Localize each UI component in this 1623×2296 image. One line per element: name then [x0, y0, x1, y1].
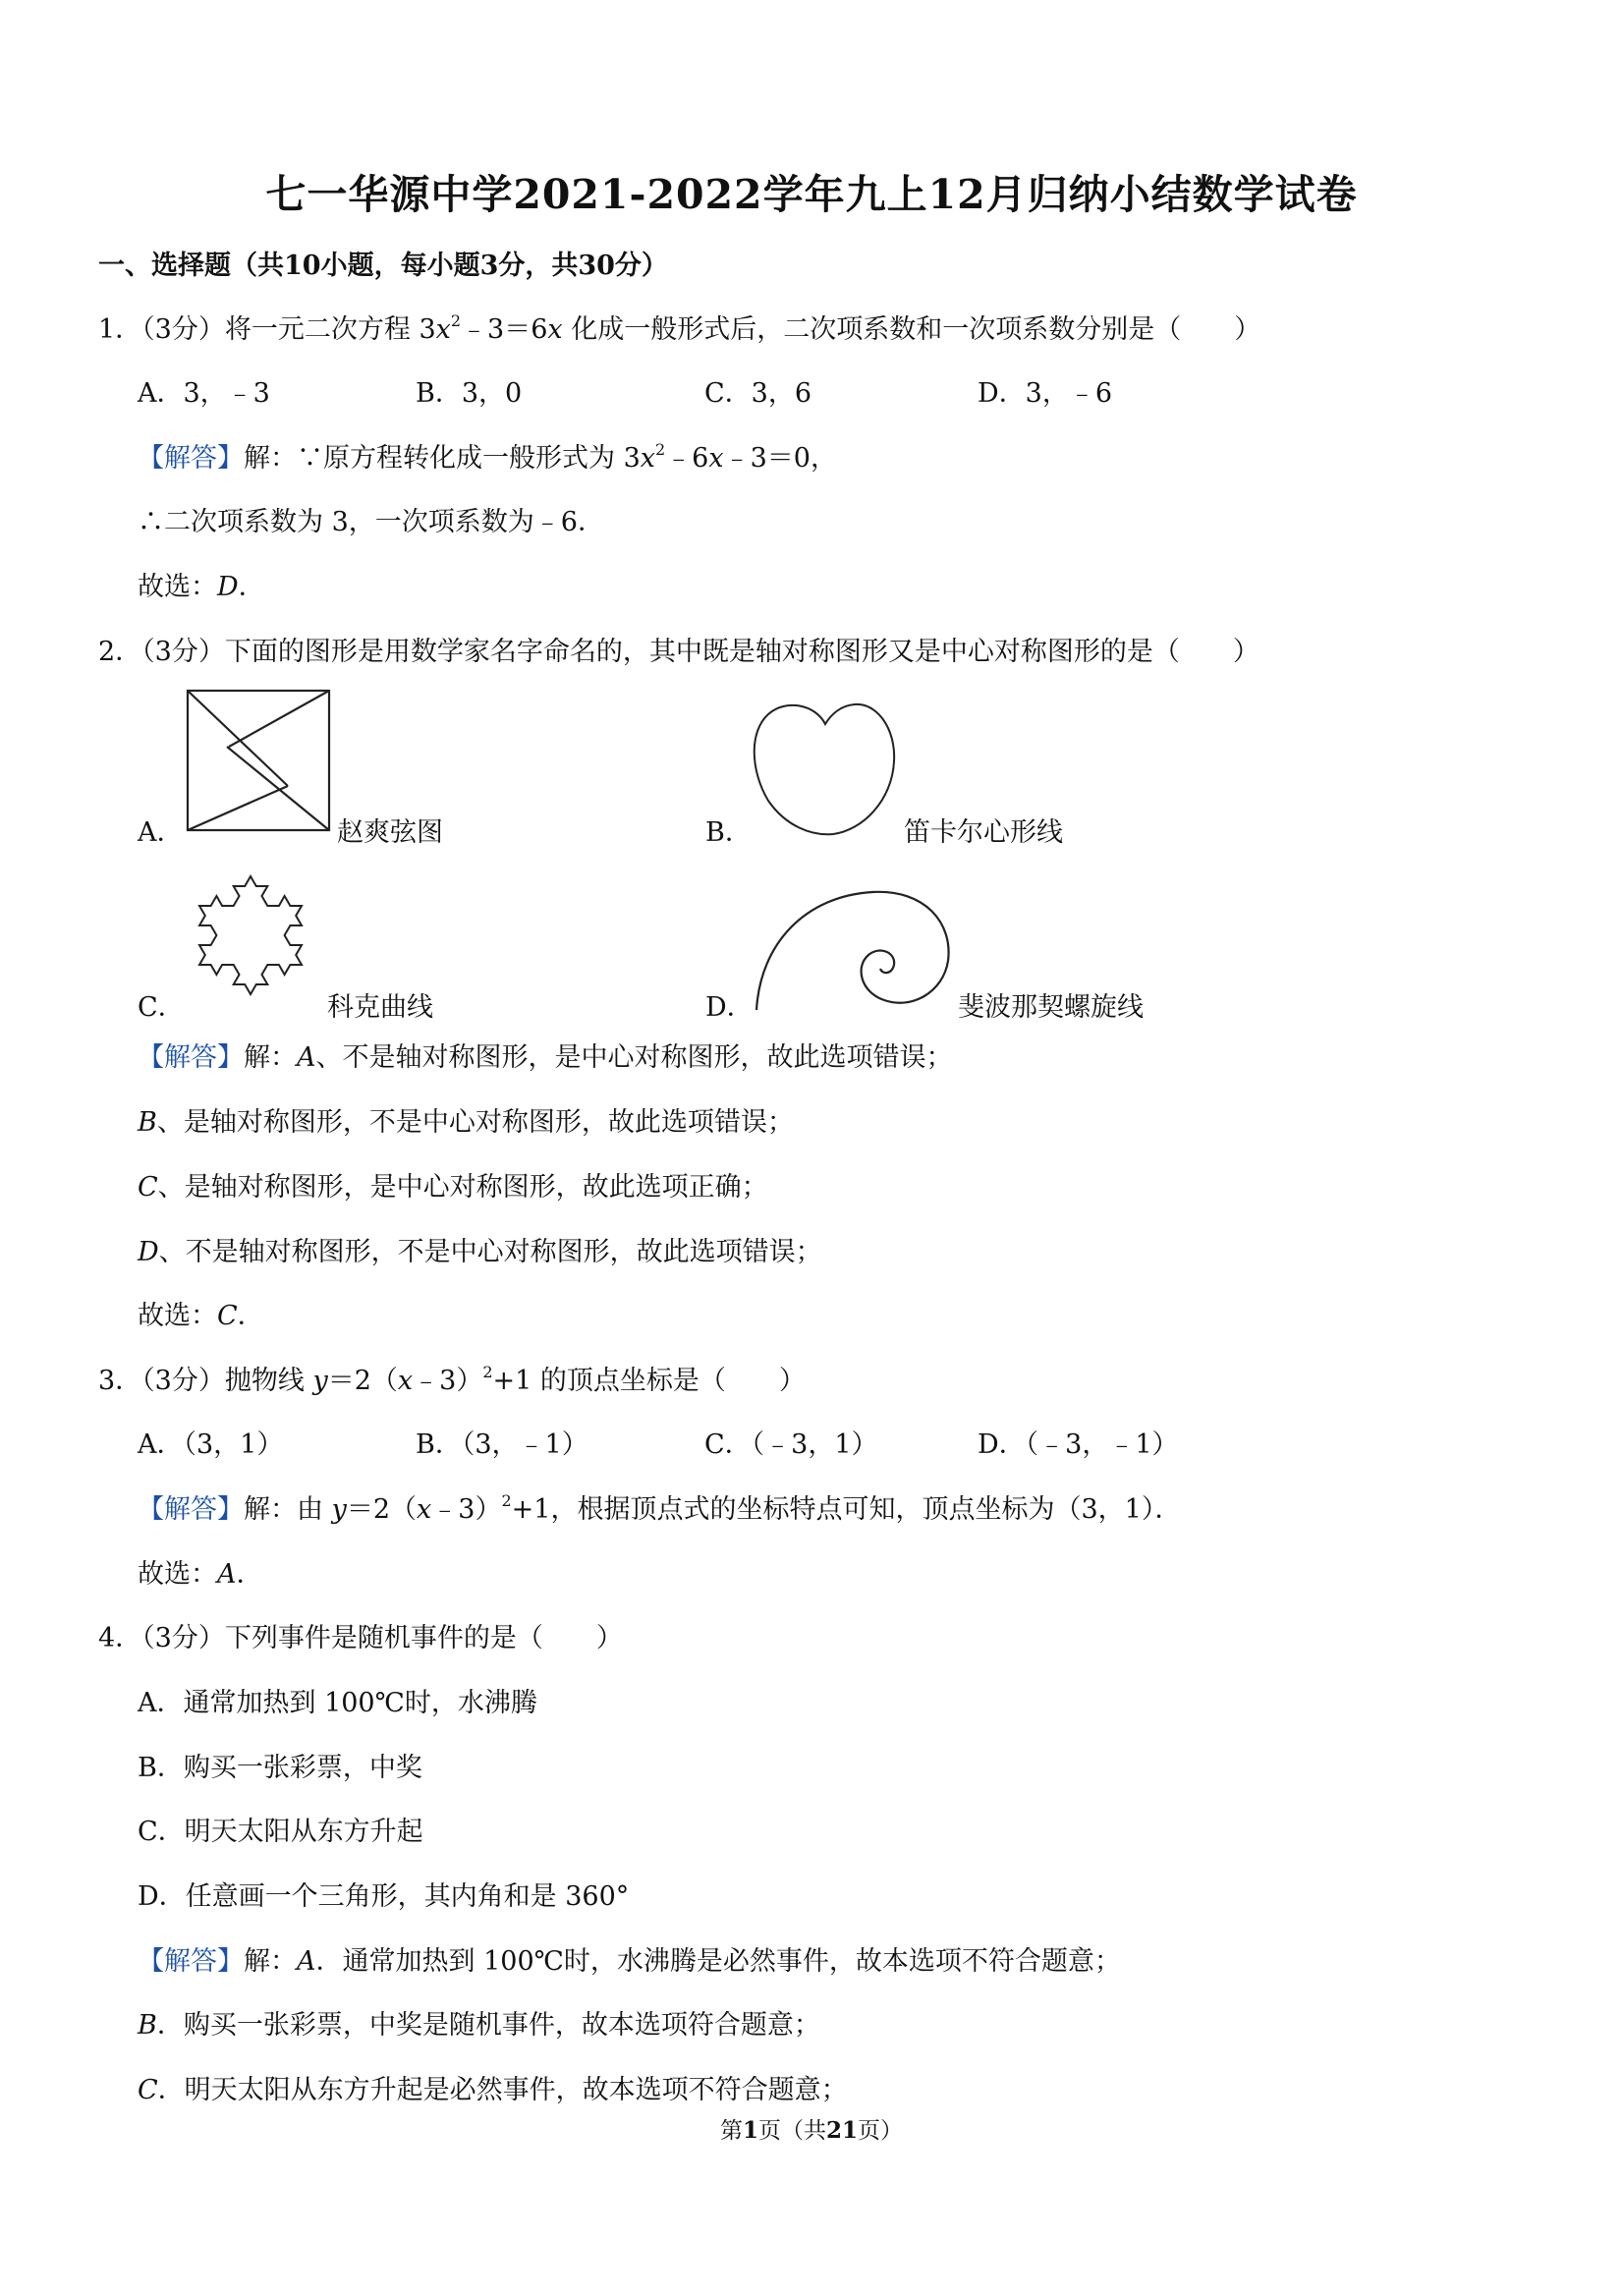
q1-option-a: A．3，﹣3: [138, 378, 270, 409]
q1-option-b: B．3，0: [416, 378, 523, 409]
q2-option-c-name: 科克曲线: [327, 992, 433, 1023]
q3-answer: 【解答】解：由 y＝2（x﹣3）$^2$+1，根据顶点式的坐标特点可知，顶点坐标为（3，1）．: [138, 1491, 1182, 1525]
q4-option-d: D．任意画一个三角形，其内角和是 360°: [138, 1881, 630, 1912]
q2-answer-d: D、不是轴对称图形，不是中心对称图形，故此选项错误；: [138, 1237, 822, 1267]
q2-answer-b: B、是轴对称图形，不是中心对称图形，故此选项错误；: [138, 1107, 794, 1138]
q2-option-c-letter: C．: [138, 992, 185, 1023]
q2-option-a-name: 赵爽弦图: [337, 817, 443, 848]
q1-option-c: C．3，6: [704, 378, 812, 409]
q3-choice: 故选：A．: [138, 1559, 263, 1590]
question-1-stem: 1．（3分）将一元二次方程 $3x^2﹣3=6x$ 化成一般形式后，二次项系数和一次项系数分别是（ ）: [98, 311, 1261, 345]
q3-option-d: D．（﹣3，﹣1）: [978, 1429, 1179, 1460]
fibonacci-spiral: [747, 884, 958, 1012]
q4-answer-a: 【解答】解：A．通常加热到 100℃时，水沸腾是必然事件，故本选项不符合题意；: [138, 1946, 1121, 1977]
q4-answer-c: C．明天太阳从东方升起是必然事件，故本选项不符合题意；: [138, 2075, 848, 2105]
q3-option-c: C．（﹣3，1）: [704, 1429, 878, 1460]
q2-answer-a: 【解答】解：A、不是轴对称图形，是中心对称图形，故此选项错误；: [138, 1042, 953, 1073]
q2-choice: 故选：C．: [138, 1301, 264, 1331]
q2-option-d-name: 斐波那契螺旋线: [958, 992, 1144, 1023]
q2-option-a-letter: A．: [138, 817, 184, 848]
page-footer: 第1页（共21页）: [719, 2117, 904, 2144]
q1-answer-line-2: ∴二次项系数为 3，一次项系数为﹣6．: [138, 507, 604, 537]
q2-option-d-letter: D．: [705, 992, 754, 1023]
q3-option-b: B．（3，﹣1）: [416, 1429, 588, 1460]
q4-answer-b: B．购买一张彩票，中奖是随机事件，故本选项符合题意；: [138, 2010, 820, 2041]
q3-option-a: A．（3，1）: [138, 1429, 284, 1460]
question-2-stem: 2．（3分）下面的图形是用数学家名字命名的，其中既是轴对称图形又是中心对称图形的是（ ）: [98, 637, 1259, 667]
q2-answer-c: C、是轴对称图形，是中心对称图形，故此选项正确；: [138, 1172, 768, 1203]
page-title: 七一华源中学2021-2022学年九上12月归纳小结数学试卷: [265, 171, 1358, 218]
q4-option-c: C．明天太阳从东方升起: [138, 1817, 423, 1847]
zhao-shuang-diagram: [185, 688, 334, 835]
q1-answer-line-1: 【解答】解：∵原方程转化成一般形式为 $3x^2﹣6x﹣3=0$，: [138, 440, 837, 474]
q4-option-b: B．购买一张彩票，中奖: [138, 1753, 422, 1783]
q2-option-b-letter: B．: [705, 817, 752, 848]
q1-option-d: D．3，﹣6: [978, 378, 1113, 409]
question-4-stem: 4．（3分）下列事件是随机事件的是（ ）: [98, 1623, 623, 1653]
cardioid-curve: [747, 693, 904, 840]
q4-option-a: A．通常加热到 100℃时，水沸腾: [138, 1688, 537, 1718]
question-3-stem: 3．（3分）抛物线 y＝2（x﹣3）$^2$+1 的顶点坐标是（ ）: [98, 1363, 806, 1396]
koch-curve: [180, 855, 322, 1012]
q1-choice: 故选：D．: [138, 572, 265, 602]
section-heading: 一、选择题（共10小题，每小题3分，共30分）: [98, 251, 668, 281]
q2-option-b-name: 笛卡尔心形线: [904, 817, 1063, 848]
